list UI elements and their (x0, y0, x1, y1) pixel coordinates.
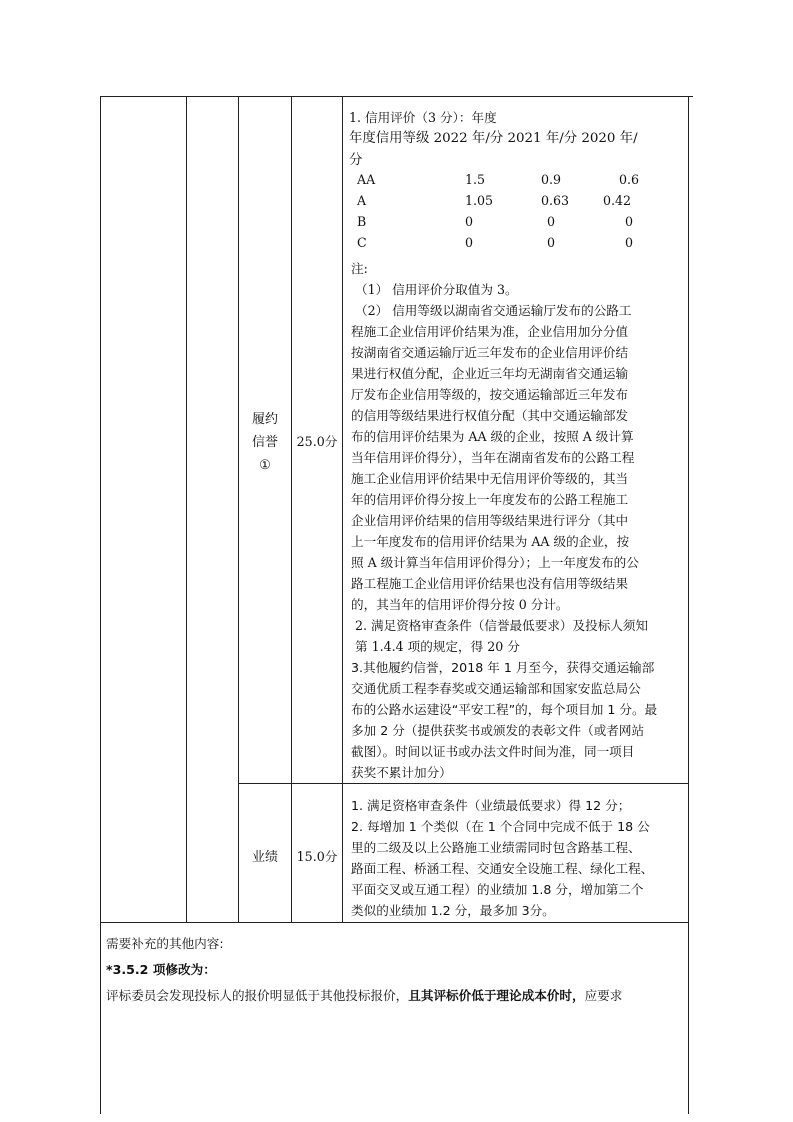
credit-notes (351, 258, 687, 783)
note-2-line: 的信用等级结果进行权值分配（其中交通运输部发 (351, 408, 629, 423)
col-border-3 (238, 96, 239, 922)
performance-line: 平面交叉或互通工程）的业绩加 1.8 分，增加第二个 (351, 882, 644, 897)
performance-line: 类似的业绩加 1.2 分，最多加 3分。 (351, 903, 555, 918)
grade-name: C (357, 235, 367, 250)
performance-content (351, 795, 687, 921)
note-2-line: 路工程施工企业信用评价结果也没有信用等级结果 (351, 576, 629, 591)
performance-line: 2. 每增加 1 个类似（在 1 个合同中完成不低于 18 公 (351, 819, 650, 834)
row-border-credit-bottom (238, 783, 688, 784)
performance-line: 里的二级及以上公路施工业绩需同时包含路基工程、 (351, 840, 641, 855)
note-2-line: 照 A 级计算当年信用评价得分）；上一年度发布的公 (351, 555, 639, 570)
col-border-2 (186, 96, 187, 922)
grade-2020: 0 (625, 214, 634, 229)
credit-category-line: ① (259, 458, 271, 473)
supplement-text-normal: 评标委员会发现投标人的报价明显低于其他投标报价， (106, 988, 409, 1003)
supplement-text (106, 983, 686, 1009)
credit-item3-line: 布的公路水运建设“平安工程”的，每个项目加 1 分。最 (351, 702, 658, 717)
col-border-1 (100, 96, 101, 1114)
credit-score: 25.0分 (296, 434, 338, 449)
credit-item3-line: 交通优质工程李春奖或交通运输部和国家安监总局公 (351, 681, 641, 696)
supplement-text-bold: 且其评标价低于理论成本价时， (408, 988, 585, 1003)
note-2-line: 上一年度发布的信用评价结果为 AA 级的企业，按 (351, 534, 630, 549)
credit-item3-line: 3.其他履约信誉，2018 年 1 月至今，获得交通运输部 (351, 660, 655, 675)
grade-2020: 0 (625, 235, 634, 250)
grade-2022: 1.5 (465, 172, 486, 187)
note-2-line: 果进行权值分配，企业近三年均无湖南省交通运输 (351, 366, 629, 381)
col-border-6 (688, 96, 689, 1114)
performance-score: 15.0分 (296, 849, 338, 864)
performance-line: 路面工程、桥涵工程、交通安全设施工程、绿化工程、 (351, 861, 654, 876)
note-2-line: 企业信用评价结果的信用等级结果进行评分（其中 (351, 513, 629, 528)
note-2-line: 年的信用评价得分按上一年度发布的公路工程施工 (351, 492, 629, 507)
grade-2020: 0.42 (603, 193, 632, 208)
grade-name: AA (357, 172, 376, 187)
note-2-line: 程施工企业信用评价结果为准，企业信用加分分值 (351, 324, 629, 339)
col-border-5 (342, 96, 343, 922)
supplement-section (106, 931, 686, 1009)
credit-item3 (351, 657, 687, 783)
performance-category-label: 业绩 (251, 850, 278, 865)
credit-item2 (351, 615, 687, 657)
note-2-line: 布的信用评价结果为 AA 级的企业，按照 A 级计算 (351, 429, 634, 444)
credit-item3-line: 获奖不累计加分） (351, 765, 452, 780)
grade-name: B (357, 214, 367, 229)
credit-category-line: 履约 (251, 412, 278, 427)
table-top-border (100, 96, 693, 97)
grade-2022: 0 (465, 235, 474, 250)
supplement-title: 需要补充的其他内容: (106, 936, 224, 951)
grade-2021: 0.9 (541, 172, 562, 187)
credit-item1-title: 1. 信用评价（3 分）：年度 (349, 110, 497, 125)
note-2-line: 厅发布企业信用等级的，按交通运输部近三年发布 (351, 387, 629, 402)
credit-item2-line: 第 1.4.4 项的规定，得 20 分 (355, 639, 520, 654)
note-2-line: 当年信用评价得分），当年在湖南省发布的公路工程 (351, 450, 635, 465)
grade-2021: 0 (547, 214, 556, 229)
performance-line: 1. 满足资格审查条件（业绩最低要求）得 12 分； (351, 798, 631, 813)
credit-item2-line: 2. 满足资格审查条件（信誉最低要求）及投标人须知 (355, 618, 649, 633)
credit-category-line: 信誉 (251, 435, 278, 450)
note-2-line: 按湖南省交通运输厅近三年发布的企业信用评价结 (351, 345, 629, 360)
col-border-4 (291, 96, 292, 922)
credit-item3-line: 多加 2 分（提供获奖书或颁发的表彰文件（或者网站 (351, 723, 645, 738)
grade-2022: 0 (465, 214, 474, 229)
grade-2021: 0.63 (541, 193, 570, 208)
note-2-line: 的，其当年的信用评价得分按 0 分计。 (351, 597, 569, 612)
credit-table-header-cont: 分 (349, 153, 363, 168)
note-2-line: （2） 信用等级以湖南省交通运输厅发布的公路工 (355, 303, 632, 318)
note-2 (351, 300, 687, 615)
grade-2021: 0 (547, 235, 556, 250)
supplement-clause-title: *3.5.2 项修改为： (106, 962, 216, 977)
row-border-performance-bottom (100, 922, 688, 923)
grade-name: A (357, 193, 367, 208)
grade-2022: 1.05 (465, 193, 494, 208)
note-2-line: 施工企业信用评价结果中无信用评价等级的，其当 (351, 471, 629, 486)
supplement-text-tail: 应要求 (584, 988, 623, 1003)
credit-item3-line: 截图）。时间以证书或办法文件时间为准，同一项目 (351, 744, 635, 759)
note-title: 注: (351, 261, 368, 276)
credit-content (349, 108, 685, 171)
credit-table-header: 年度信用等级 2022 年/分 2021 年/分 2020 年/ (349, 131, 638, 146)
note-1: （1） 信用评价分取值为 3。 (355, 282, 518, 297)
credit-category-label (240, 408, 290, 477)
grade-2020: 0.6 (619, 172, 640, 187)
